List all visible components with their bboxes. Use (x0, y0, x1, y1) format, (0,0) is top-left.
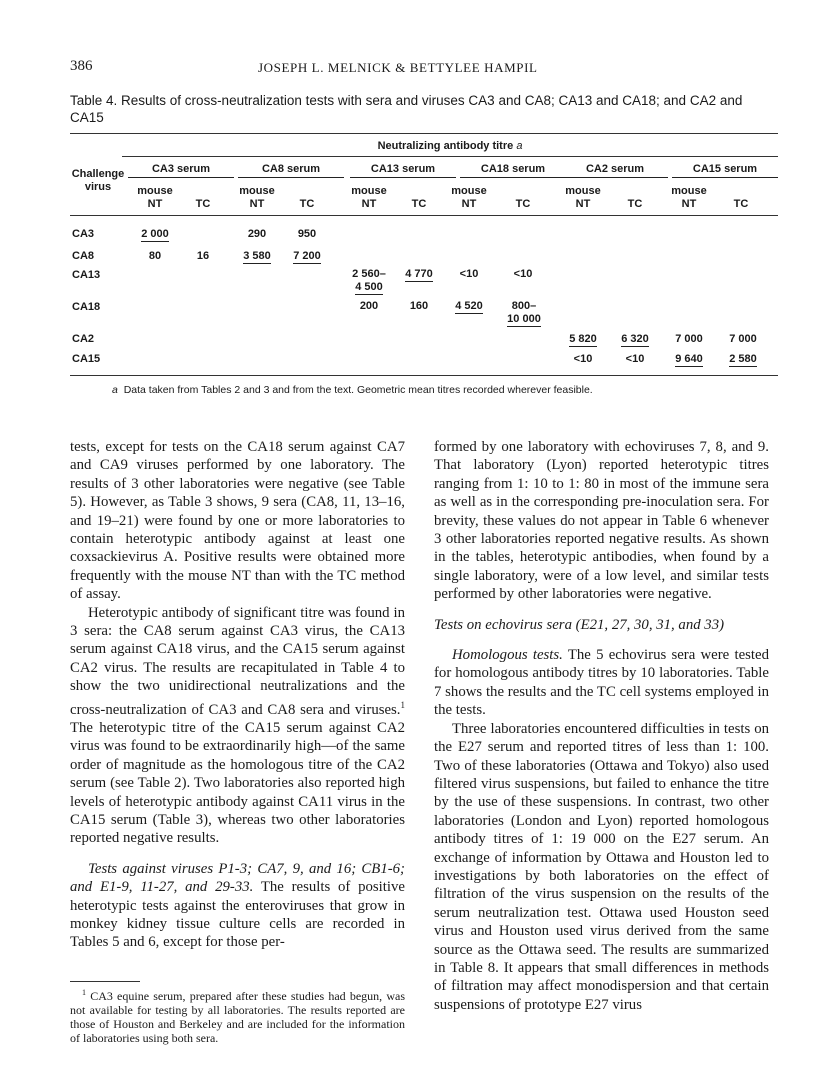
table-cell: 7 000 (675, 333, 703, 345)
serum-header: CA3 serum (128, 163, 234, 178)
table-cell: 2 560– 4 500 (352, 268, 386, 293)
table-cell: 9 640 (675, 353, 703, 365)
page-footnote: $^1$ CA3 equine serum, prepared after these studies had begun, was not available for testing by all laboratories. The results reported are those of Houston and Berkeley and are included for the information of laboratories using both sera. (70, 988, 405, 1045)
table-cell: 80 (148, 250, 162, 262)
page-number: 386 (70, 58, 93, 74)
subheader-mouse-nt: mouse NT (671, 185, 707, 210)
subheader-mouse-nt: mouse NT (451, 185, 487, 210)
subheader-mouse-nt: mouse NT (351, 185, 387, 210)
table-cell: <10 (513, 268, 533, 280)
paragraph: formed by one laboratory with echoviruses 7, 8, and 9. That laboratory (Lyon) reported heterotypic titres ranging from 1: 10 to 1: 80 in most of the immune sera as well as in the corresponding pre-inoculation sera. For brevity, these values do not appear in Table 6 whenever 3 other laboratories reported negative results. As shown in the tables, heterotypic antibodies, when found by a single laboratory, were of a low level, and similar tests performed by other laboratories were negative. (434, 439, 769, 603)
table-cell: 4 770 (405, 268, 433, 280)
table-bottom-rule (70, 375, 778, 376)
table-cell: 7 000 (729, 333, 757, 345)
spanner-header: Neutralizing antibody titre a (377, 140, 523, 152)
paragraph: Homologous tests. The 5 echovirus sera were tested for homologous antibody titres by 10 laboratories. Table 7 shows the results and the TC cell systems employed in the tests. (434, 647, 769, 719)
row-virus: CA2 (72, 333, 95, 345)
paragraph: Three laboratories encountered difficulties in tests on the E27 serum and reported titres of less than 1: 100. Two of these laboratories (Ottawa and Tokyo) also used filtered virus suspensions, but failed to enhance the titre by the use of these suspensions. In contrast, two other laboratories (London and Lyon) reported homologous antibody titres of 1: 19 000 on the E27 serum. An exchange of information by Ottawa and Houston led to investigations by both laboratories on the effect of filtration of the virus suspension on the results of the serum neutralization test. Ottawa used Houston seed virus and Houston used virus derived from the same source as the Ottawa seed. The results are summarized in Table 8. It appears that small differences in methods of filtration may affect monodispersion and that certain suspensions of prototype E27 virus (434, 720, 769, 1013)
table-cell: <10 (459, 268, 479, 280)
row-virus: CA15 (72, 353, 101, 365)
paragraph: tests, except for tests on the CA18 serum against CA7 and CA9 viruses performed by one laboratory. The results of 3 other laboratories were negative (see Table 5). However, as Table 3 shows, 9 sera (CA8, 11, 13–16, and 19–21) were found by one or more laboratories to contain heterotypic antibody against at least one coxsackievirus A. Positive results were obtained more frequently with the mouse NT than with the TC method of assay. (70, 439, 405, 603)
section-heading: Tests on echovirus sera (E21, 27, 30, 31, and 33) (434, 616, 725, 633)
subheader-tc: TC (515, 198, 531, 210)
table-cell: <10 (625, 353, 645, 365)
subheader-tc: TC (299, 198, 315, 210)
paragraph: Heterotypic antibody of significant titre was found in 3 sera: the CA8 serum against CA3 virus, the CA13 serum against CA18 virus, and the CA15 serum against CA2 virus. The results are recapitulated in Table 4 to show the two unidirectional neutralizations and the cross-neutralization of CA3 and CA8 sera and viruses.$^1$ The heterotypic titre of the CA15 serum against CA2 virus was found to be extraordinarily high—of the same order of magnitude as the homologous titre of the CA2 serum (see Table 2). Two laboratories also reported high levels of heterotypic antibody against CA11 virus in the CA15 serum (Table 3), whereas two other laboratories reported negative results. (70, 604, 405, 847)
serum-header: CA18 serum (460, 163, 566, 178)
serum-header: CA15 serum (672, 163, 778, 178)
stub-header: Challenge virus (71, 168, 125, 193)
row-virus: CA18 (72, 301, 101, 313)
footnote-rule (70, 981, 140, 982)
subheader-mouse-nt: mouse NT (137, 185, 173, 210)
spanner-rule (122, 156, 778, 157)
subheader-tc: TC (195, 198, 211, 210)
table-cell: 2 000 (141, 228, 169, 240)
serum-header: CA2 serum (562, 163, 668, 178)
subheader-tc: TC (411, 198, 427, 210)
serum-header: CA8 serum (238, 163, 344, 178)
table-cell: 4 520 (455, 300, 483, 312)
table-cell: 200 (359, 300, 379, 312)
table-cell: 6 320 (621, 333, 649, 345)
table-caption: Table 4. Results of cross-neutralization tests with sera and viruses CA3 and CA8; CA13 and CA18; and CA2 and CA15 (70, 93, 743, 125)
table-cell: 3 580 (243, 250, 271, 262)
row-virus: CA8 (72, 250, 95, 262)
table-cell: 800– 10 000 (507, 300, 541, 325)
table-top-rule (70, 133, 778, 134)
table-footnote: a Data taken from Tables 2 and 3 and from the text. Geometric mean titres recorded wherever feasible. (112, 384, 593, 396)
subheader-tc: TC (733, 198, 749, 210)
left-column (70, 438, 405, 952)
row-virus: CA13 (72, 269, 101, 281)
paragraph: Tests against viruses P1-3; CA7, 9, and 16; CB1-6; and E1-9, 11-27, and 29-33. The results of positive heterotypic tests against the enteroviruses that grow in monkey kidney tissue culture cells are recorded in Tables 5 and 6, except for those per- (70, 860, 405, 951)
table-cell: <10 (573, 353, 593, 365)
table-cell: 16 (196, 250, 210, 262)
subheader-mouse-nt: mouse NT (565, 185, 601, 210)
subheader-mouse-nt: mouse NT (239, 185, 275, 210)
subheader-tc: TC (627, 198, 643, 210)
table-cell: 7 200 (293, 250, 321, 262)
header-bottom-rule (70, 215, 778, 216)
table-cell: 2 580 (729, 353, 757, 365)
table-cell: 160 (409, 300, 429, 312)
table-cell: 950 (297, 228, 317, 240)
running-header-authors: JOSEPH L. MELNICK & BETTYLEE HAMPIL (258, 60, 538, 75)
table-cell: 5 820 (569, 333, 597, 345)
table-cell: 290 (247, 228, 267, 240)
serum-header: CA13 serum (350, 163, 456, 178)
row-virus: CA3 (72, 228, 95, 240)
right-column (434, 438, 769, 1014)
